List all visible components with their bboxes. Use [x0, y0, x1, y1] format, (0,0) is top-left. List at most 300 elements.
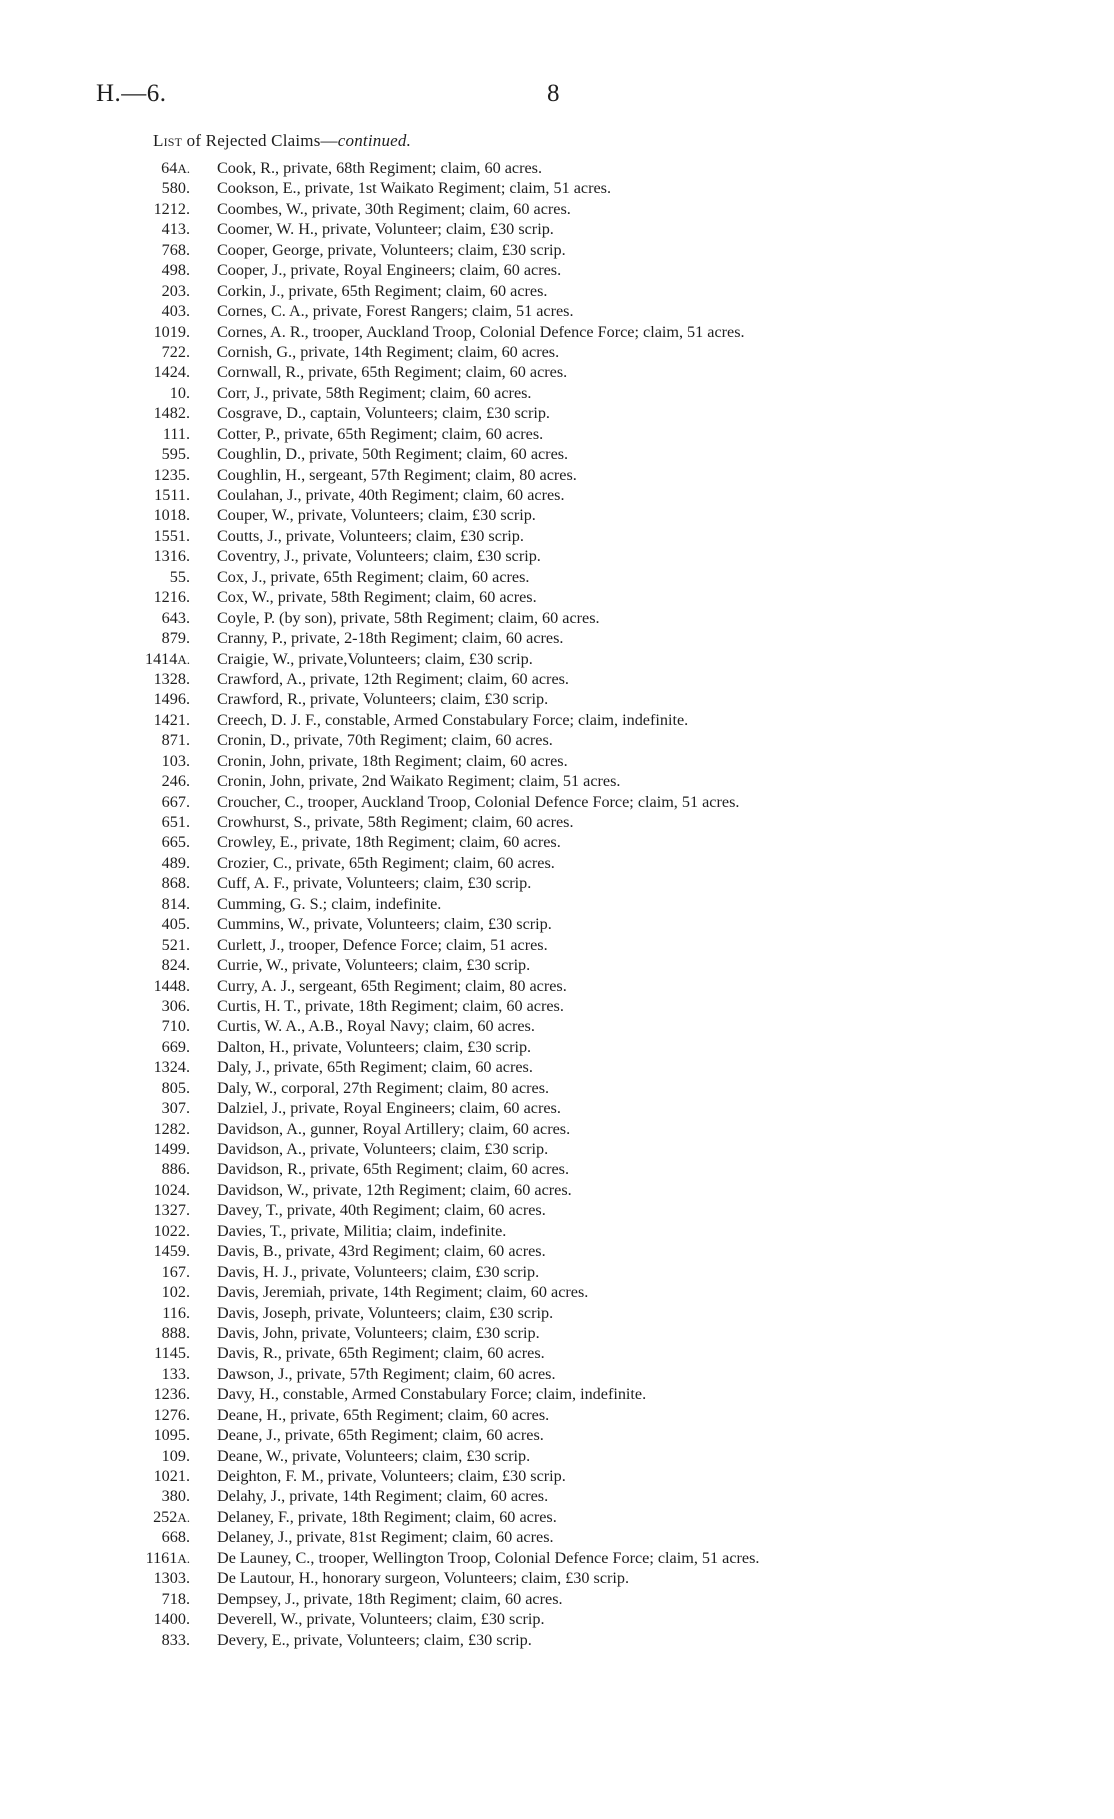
claim-description: Davey, T., private, 40th Regiment; claim, 60 acres.	[217, 1201, 546, 1220]
claim-description: Creech, D. J. F., constable, Armed Constabulary Force; claim, indefinite.	[217, 710, 689, 729]
claim-number-value: 133.	[161, 1364, 190, 1383]
claim-entry	[0, 1589, 1114, 1609]
claim-number	[90, 1037, 190, 1057]
claim-number	[90, 158, 190, 179]
claim-entry	[0, 403, 1114, 423]
claim-entry	[0, 158, 1114, 178]
claim-description: Coutts, J., private, Volunteers; claim, £30 scrip.	[217, 526, 524, 545]
claim-number	[90, 1262, 190, 1282]
claim-entry	[0, 1139, 1114, 1159]
claim-number	[90, 1527, 190, 1547]
claim-number	[90, 710, 190, 730]
claim-number	[90, 1057, 190, 1077]
claim-number-value: 405.	[161, 915, 190, 934]
claim-number-value: 888.	[161, 1323, 190, 1342]
claim-number	[90, 894, 190, 914]
claim-description: Cronin, John, private, 2nd Waikato Regiment; claim, 51 acres.	[217, 772, 621, 791]
claim-number-value: 1421.	[153, 710, 190, 729]
claim-entry	[0, 935, 1114, 955]
claim-entry	[0, 587, 1114, 607]
claim-description: Dawson, J., private, 57th Regiment; claim, 60 acres.	[217, 1364, 556, 1383]
claim-description: Coughlin, D., private, 50th Regiment; claim, 60 acres.	[217, 445, 569, 464]
claim-number-value: 833.	[161, 1630, 190, 1649]
claim-number	[90, 342, 190, 362]
claim-description: Curtis, W. A., A.B., Royal Navy; claim, 60 acres.	[217, 1017, 535, 1036]
claim-description: Croucher, C., trooper, Auckland Troop, Colonial Defence Force; claim, 51 acres.	[217, 792, 740, 811]
claim-number	[90, 1016, 190, 1036]
claim-number	[90, 1343, 190, 1363]
claim-description: Cooper, J., private, Royal Engineers; claim, 60 acres.	[217, 261, 562, 280]
claim-number-value: 246.	[161, 772, 190, 791]
claim-number	[90, 383, 190, 403]
claim-entry	[0, 1323, 1114, 1343]
claim-entry	[0, 832, 1114, 852]
claim-number	[90, 1630, 190, 1650]
claim-number-value: 111.	[162, 424, 190, 443]
claim-description: Cooper, George, private, Volunteers; claim, £30 scrip.	[217, 240, 566, 259]
claim-number	[90, 546, 190, 566]
claim-entry	[0, 342, 1114, 362]
claim-number-value: 55.	[169, 567, 190, 586]
claim-description: Devery, E., private, Volunteers; claim, £30 scrip.	[217, 1630, 532, 1649]
claim-number-value: 307.	[161, 1099, 190, 1118]
claim-number-value: 1236.	[153, 1385, 190, 1404]
claim-number	[90, 853, 190, 873]
claim-number-value: 203.	[161, 281, 190, 300]
claim-entry	[0, 853, 1114, 873]
claim-description: Cumming, G. S.; claim, indefinite.	[217, 894, 442, 913]
claim-number-value: 167.	[161, 1262, 190, 1281]
claim-number	[90, 1159, 190, 1179]
claim-number	[90, 1323, 190, 1343]
claim-number-value: 1019.	[153, 322, 190, 341]
claim-entry	[0, 812, 1114, 832]
claim-entry	[0, 608, 1114, 628]
claim-number	[90, 219, 190, 239]
claim-description: Davis, Joseph, private, Volunteers; claim, £30 scrip.	[217, 1303, 554, 1322]
claims-list	[0, 158, 1114, 1650]
claim-number	[90, 608, 190, 628]
page-number: 8	[547, 80, 560, 107]
claim-number	[90, 485, 190, 505]
claim-entry	[0, 751, 1114, 771]
claim-entry	[0, 1119, 1114, 1139]
claim-description: Coventry, J., private, Volunteers; claim, £30 scrip.	[217, 547, 541, 566]
claim-description: Dempsey, J., private, 18th Regiment; claim, 60 acres.	[217, 1589, 563, 1608]
claim-entry	[0, 219, 1114, 239]
claim-entry	[0, 485, 1114, 505]
claim-entry	[0, 1527, 1114, 1547]
claim-description: Cronin, D., private, 70th Regiment; claim, 60 acres.	[217, 731, 553, 750]
claim-description: Crawford, R., private, Volunteers; claim, £30 scrip.	[217, 690, 549, 709]
claim-entry	[0, 1098, 1114, 1118]
claim-number-suffix: A.	[177, 651, 190, 667]
claim-number	[90, 628, 190, 648]
claim-description: Davidson, A., gunner, Royal Artillery; claim, 60 acres.	[217, 1119, 571, 1138]
claim-description: Craigie, W., private,Volunteers; claim, £30 scrip.	[217, 649, 533, 668]
claim-number	[90, 1282, 190, 1302]
claim-description: Currie, W., private, Volunteers; claim, £30 scrip.	[217, 956, 531, 975]
claim-description: Crowhurst, S., private, 58th Regiment; claim, 60 acres.	[217, 813, 574, 831]
claim-number	[90, 1425, 190, 1445]
claim-number	[90, 1098, 190, 1118]
claim-number-value: 1327.	[153, 1201, 190, 1220]
claim-entry	[0, 689, 1114, 709]
claim-number	[90, 1405, 190, 1425]
claim-number	[90, 1589, 190, 1609]
claim-number	[90, 976, 190, 996]
claim-number-value: 489.	[161, 853, 190, 872]
claim-number-value: 868.	[161, 874, 190, 893]
claim-entry	[0, 444, 1114, 464]
claim-description: Dalziel, J., private, Royal Engineers; claim, 60 acres.	[217, 1099, 561, 1118]
claim-number-value: 1024.	[153, 1180, 190, 1199]
claim-description: Couper, W., private, Volunteers; claim, £30 scrip.	[217, 506, 536, 525]
claim-description: De Launey, C., trooper, Wellington Troop, Colonial Defence Force; claim, 51 acres.	[217, 1548, 760, 1567]
claim-number	[90, 1507, 190, 1528]
claim-description: Davidson, A., private, Volunteers; claim, £30 scrip.	[217, 1140, 549, 1158]
claim-number	[90, 1139, 190, 1159]
claim-number	[90, 1078, 190, 1098]
claim-entry	[0, 894, 1114, 914]
claim-number	[90, 240, 190, 260]
claim-number-value: 651.	[161, 813, 190, 831]
claim-description: Delahy, J., private, 14th Regiment; claim, 60 acres.	[217, 1487, 549, 1506]
claim-entry	[0, 1364, 1114, 1384]
claim-entry	[0, 771, 1114, 791]
claim-number	[90, 403, 190, 423]
claim-description: Cuff, A. F., private, Volunteers; claim, £30 scrip.	[217, 874, 532, 893]
claim-number-value: 580.	[161, 179, 190, 198]
claim-entry	[0, 567, 1114, 587]
claim-number	[90, 362, 190, 382]
claim-number-value: 413.	[161, 220, 190, 239]
claim-number-value: 116.	[162, 1303, 190, 1322]
claim-description: De Lautour, H., honorary surgeon, Volunteers; claim, £30 scrip.	[217, 1569, 630, 1588]
claim-number-suffix: A.	[177, 161, 190, 176]
claim-number	[90, 444, 190, 464]
claim-entry	[0, 1282, 1114, 1302]
claim-description: Cronin, John, private, 18th Regiment; claim, 60 acres.	[217, 751, 568, 770]
claim-number	[90, 1466, 190, 1486]
claim-entry	[0, 199, 1114, 219]
claim-entry	[0, 1466, 1114, 1486]
claim-entry	[0, 1507, 1114, 1527]
claim-description: Corr, J., private, 58th Regiment; claim, 60 acres.	[217, 383, 532, 402]
claim-entry	[0, 1548, 1114, 1568]
claim-description: Coulahan, J., private, 40th Regiment; claim, 60 acres.	[217, 486, 565, 504]
claim-number	[90, 1200, 190, 1220]
claim-description: Cox, J., private, 65th Regiment; claim, 60 acres.	[217, 567, 530, 586]
claim-entry	[0, 996, 1114, 1016]
claim-entry	[0, 1078, 1114, 1098]
document-reference: H.—6.	[96, 80, 167, 107]
claim-number	[90, 649, 190, 670]
claim-entry	[0, 424, 1114, 444]
claim-number-value: 1324.	[153, 1058, 190, 1077]
claim-entry	[0, 362, 1114, 382]
claim-description: Curry, A. J., sergeant, 65th Regiment; claim, 80 acres.	[217, 976, 567, 995]
claim-number-value: 1414	[144, 649, 178, 668]
claim-description: Deverell, W., private, Volunteers; claim, £30 scrip.	[217, 1610, 545, 1629]
claim-description: Daly, W., corporal, 27th Regiment; claim, 80 acres.	[217, 1078, 550, 1097]
claim-entry	[0, 1016, 1114, 1036]
claim-description: Crawford, A., private, 12th Regiment; claim, 60 acres.	[217, 669, 569, 688]
claim-number	[90, 526, 190, 546]
claim-number-value: 103.	[161, 751, 190, 770]
claim-number-value: 824.	[161, 956, 190, 975]
claim-entry	[0, 649, 1114, 669]
claim-description: Deighton, F. M., private, Volunteers; claim, £30 scrip.	[217, 1467, 566, 1485]
claim-number	[90, 751, 190, 771]
claim-number	[90, 424, 190, 444]
claim-number	[90, 199, 190, 219]
claim-description: Cummins, W., private, Volunteers; claim, £30 scrip.	[217, 915, 552, 934]
claim-entry	[0, 383, 1114, 403]
claim-entry	[0, 322, 1114, 342]
claim-number	[90, 1384, 190, 1404]
claim-entry	[0, 628, 1114, 648]
claim-number	[90, 587, 190, 607]
claim-description: Cotter, P., private, 65th Regiment; claim, 60 acres.	[217, 424, 544, 443]
claim-description: Davy, H., constable, Armed Constabulary Force; claim, indefinite.	[217, 1385, 647, 1404]
claim-entry	[0, 955, 1114, 975]
claim-entry	[0, 1262, 1114, 1282]
claim-entry	[0, 1037, 1114, 1057]
claim-number	[90, 505, 190, 525]
claim-number	[90, 832, 190, 852]
claim-number	[90, 1364, 190, 1384]
claim-description: Cornes, C. A., private, Forest Rangers; claim, 51 acres.	[217, 302, 574, 321]
claim-description: Delaney, J., private, 81st Regiment; claim, 60 acres.	[217, 1528, 554, 1547]
claim-number-value: 1212.	[153, 199, 190, 218]
claim-number	[90, 1241, 190, 1261]
claim-description: Davis, B., private, 43rd Regiment; claim, 60 acres.	[217, 1242, 546, 1261]
claim-number	[90, 322, 190, 342]
claim-number-value: 805.	[161, 1078, 190, 1097]
claim-number	[90, 567, 190, 587]
claim-entry	[0, 1384, 1114, 1404]
claim-description: Cornish, G., private, 14th Regiment; claim, 60 acres.	[217, 342, 560, 361]
claim-description: Davis, R., private, 65th Regiment; claim, 60 acres.	[217, 1344, 545, 1363]
claim-number	[90, 1548, 190, 1569]
claim-number	[90, 1221, 190, 1241]
claim-description: Cookson, E., private, 1st Waikato Regiment; claim, 51 acres.	[217, 179, 612, 198]
claim-number	[90, 955, 190, 975]
claim-description: Curlett, J., trooper, Defence Force; claim, 51 acres.	[217, 935, 548, 954]
claim-number-value: 252	[153, 1507, 178, 1526]
claim-number-suffix: A.	[177, 1550, 190, 1566]
claim-entry	[0, 1425, 1114, 1445]
claim-description: Davis, H. J., private, Volunteers; claim, £30 scrip.	[217, 1262, 540, 1281]
claim-number-value: 710.	[161, 1017, 190, 1036]
claim-number-value: 10.	[169, 383, 190, 402]
claim-description: Dalton, H., private, Volunteers; claim, £30 scrip.	[217, 1037, 532, 1056]
claim-entry	[0, 1200, 1114, 1220]
claim-number-value: 1018.	[153, 506, 190, 525]
claim-entry	[0, 260, 1114, 280]
claim-entry	[0, 1180, 1114, 1200]
claim-number-value: 1499.	[153, 1140, 190, 1158]
claim-number	[90, 1486, 190, 1506]
claim-number-value: 1459.	[153, 1242, 190, 1261]
claim-number	[90, 689, 190, 709]
claim-number	[90, 1303, 190, 1323]
claim-entry	[0, 873, 1114, 893]
claim-number-value: 1303.	[153, 1569, 190, 1588]
section-heading-smallcaps: List	[153, 131, 183, 150]
claim-number-value: 768.	[161, 240, 190, 259]
claim-entry	[0, 1303, 1114, 1323]
claim-description: Davies, T., private, Militia; claim, indefinite.	[217, 1221, 507, 1240]
claim-number	[90, 873, 190, 893]
claim-description: Corkin, J., private, 65th Regiment; claim, 60 acres.	[217, 281, 548, 300]
claim-number-value: 595.	[161, 445, 190, 464]
claim-entry	[0, 301, 1114, 321]
claim-number-value: 1400.	[153, 1610, 190, 1629]
claim-number	[90, 669, 190, 689]
claim-description: Coomer, W. H., private, Volunteer; claim, £30 scrip.	[217, 220, 554, 239]
claim-number	[90, 260, 190, 280]
claim-number-value: 1282.	[153, 1119, 190, 1138]
claim-number-value: 722.	[161, 342, 190, 361]
claim-description: Crowley, E., private, 18th Regiment; claim, 60 acres.	[217, 833, 561, 852]
claim-entry	[0, 792, 1114, 812]
claim-entry	[0, 1159, 1114, 1179]
claim-description: Crozier, C., private, 65th Regiment; claim, 60 acres.	[217, 853, 555, 872]
claim-entry	[0, 914, 1114, 934]
claim-number-value: 643.	[161, 608, 190, 627]
claim-entry	[0, 1609, 1114, 1629]
claim-number-value: 1235.	[153, 465, 190, 484]
claim-number-value: 814.	[161, 894, 190, 913]
claim-number	[90, 730, 190, 750]
claim-number-value: 886.	[161, 1160, 190, 1179]
claim-number-value: 403.	[161, 302, 190, 321]
claim-number-value: 1448.	[153, 976, 190, 995]
claim-entry	[0, 1630, 1114, 1650]
section-heading-middle: of Rejected Claims—	[186, 131, 338, 150]
claim-number-suffix: A.	[177, 1509, 190, 1525]
claim-number-value: 668.	[161, 1528, 190, 1547]
claim-entry	[0, 1057, 1114, 1077]
claim-number	[90, 914, 190, 934]
claim-entry	[0, 281, 1114, 301]
claim-description: Deane, J., private, 65th Regiment; claim, 60 acres.	[217, 1426, 544, 1445]
claim-entry	[0, 710, 1114, 730]
claim-number	[90, 465, 190, 485]
claim-number	[90, 935, 190, 955]
claim-number-value: 306.	[161, 996, 190, 1015]
claim-number-value: 1316.	[153, 547, 190, 566]
claim-number-value: 1216.	[153, 588, 190, 607]
claim-number-value: 718.	[161, 1589, 190, 1608]
claim-description: Daly, J., private, 65th Regiment; claim, 60 acres.	[217, 1058, 533, 1077]
section-heading	[153, 131, 411, 151]
claim-number-value: 667.	[161, 792, 190, 811]
claim-number	[90, 1180, 190, 1200]
claim-number-value: 521.	[161, 935, 190, 954]
claim-description: Delaney, F., private, 18th Regiment; claim, 60 acres.	[217, 1507, 557, 1526]
claim-number-value: 669.	[161, 1037, 190, 1056]
claim-number-value: 1022.	[153, 1221, 190, 1240]
claim-entry	[0, 465, 1114, 485]
claim-number-value: 665.	[161, 833, 190, 852]
claim-entry	[0, 505, 1114, 525]
claim-number-value: 879.	[161, 629, 190, 648]
claim-number	[90, 771, 190, 791]
claim-number-value: 1161	[145, 1548, 178, 1567]
claim-entry	[0, 1241, 1114, 1261]
claim-number	[90, 1568, 190, 1588]
claim-number-value: 871.	[161, 731, 190, 750]
claim-description: Deane, H., private, 65th Regiment; claim, 60 acres.	[217, 1405, 550, 1424]
claim-number-value: 1328.	[153, 669, 190, 688]
claim-number-value: 1496.	[153, 690, 190, 709]
claim-description: Davis, Jeremiah, private, 14th Regiment; claim, 60 acres.	[217, 1283, 589, 1302]
claim-description: Cornwall, R., private, 65th Regiment; claim, 60 acres.	[217, 363, 568, 382]
claim-number	[90, 178, 190, 198]
claim-number-value: 498.	[161, 261, 190, 280]
claim-number-value: 1021.	[153, 1467, 190, 1485]
claim-number	[90, 996, 190, 1016]
claim-entry	[0, 669, 1114, 689]
claim-description: Coughlin, H., sergeant, 57th Regiment; claim, 80 acres.	[217, 465, 577, 484]
claim-description: Davidson, R., private, 65th Regiment; claim, 60 acres.	[217, 1160, 569, 1179]
claim-description: Coombes, W., private, 30th Regiment; claim, 60 acres.	[217, 199, 571, 218]
claim-number	[90, 281, 190, 301]
claim-description: Deane, W., private, Volunteers; claim, £30 scrip.	[217, 1446, 531, 1465]
claim-description: Davis, John, private, Volunteers; claim, £30 scrip.	[217, 1323, 540, 1342]
claim-number	[90, 1446, 190, 1466]
claim-number	[90, 1119, 190, 1139]
claim-number-value: 1145.	[154, 1344, 190, 1363]
claim-number	[90, 792, 190, 812]
claim-entry	[0, 1221, 1114, 1241]
claim-number-value: 109.	[161, 1446, 190, 1465]
claim-number-value: 1511.	[154, 486, 190, 504]
claim-entry	[0, 1343, 1114, 1363]
claim-number	[90, 1609, 190, 1629]
claim-entry	[0, 1568, 1114, 1588]
claim-description: Cosgrave, D., captain, Volunteers; claim, £30 scrip.	[217, 404, 550, 423]
claim-entry	[0, 1405, 1114, 1425]
claim-entry	[0, 976, 1114, 996]
claim-entry	[0, 1446, 1114, 1466]
claim-description: Davidson, W., private, 12th Regiment; claim, 60 acres.	[217, 1180, 572, 1199]
claim-number-value: 380.	[161, 1487, 190, 1506]
claim-description: Cranny, P., private, 2-18th Regiment; claim, 60 acres.	[217, 629, 564, 648]
claim-number	[90, 301, 190, 321]
claim-entry	[0, 1486, 1114, 1506]
claim-number-value: 1551.	[153, 526, 190, 545]
claim-number-value: 1482.	[153, 404, 190, 423]
claim-number	[90, 812, 190, 832]
claim-description: Coyle, P. (by son), private, 58th Regiment; claim, 60 acres.	[217, 608, 600, 627]
claim-description: Cox, W., private, 58th Regiment; claim, 60 acres.	[217, 588, 537, 607]
claim-entry	[0, 546, 1114, 566]
claim-entry	[0, 730, 1114, 750]
claim-number-value: 64	[161, 159, 178, 177]
claim-description: Curtis, H. T., private, 18th Regiment; claim, 60 acres.	[217, 996, 564, 1015]
claim-number-value: 1424.	[153, 363, 190, 382]
claim-number-value: 1095.	[153, 1426, 190, 1445]
claim-entry	[0, 178, 1114, 198]
claim-entry	[0, 526, 1114, 546]
section-heading-italic: continued.	[337, 131, 412, 150]
claim-description: Cornes, A. R., trooper, Auckland Troop, Colonial Defence Force; claim, 51 acres.	[217, 322, 745, 341]
claim-number-value: 1276.	[153, 1405, 190, 1424]
